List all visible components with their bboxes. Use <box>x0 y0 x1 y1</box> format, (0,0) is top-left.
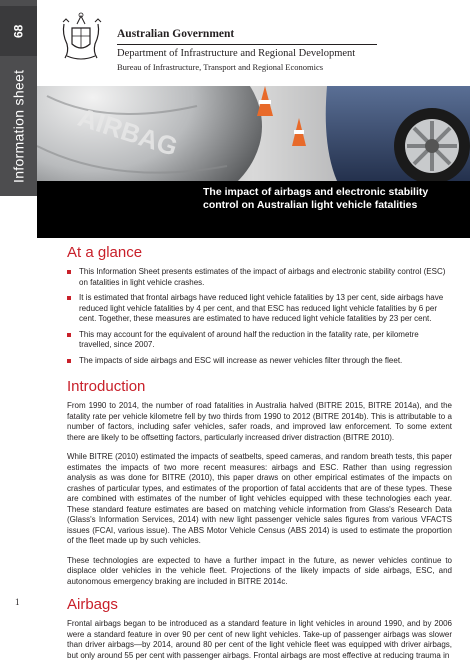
coat-of-arms-icon <box>59 10 103 64</box>
list-item: The impacts of side airbags and ESC will increase as newer vehicles filter through the fleet. <box>67 356 452 367</box>
paragraph: While BITRE (2010) estimated the impacts of seatbelts, speed cameras, and random breath tests, this paper estimates the impacts of two more recent measures: airbags and ESC. Rather than using regression analysis as was done for BITRE (2010), this paper draws on other empirical estimates of the impacts on crashes of particular types, and estimates of the proportion of fatal accidents that are of these types. These are combined with estimates of the number of light vehicles equipped with these technologies each year. These standard feature estimates are based on matching vehicle information from Glass's Research Data (Glass's Information Services, 2014) with new light passenger vehicle sales figures from various VFACTS issues (FCAI, various issue). The ABS Motor Vehicle Census (ABS 2014) is used to estimate the proportion of the fleet made up by such vehicles. <box>67 452 452 545</box>
section-heading-introduction: Introduction <box>67 378 146 395</box>
paragraph: These technologies are expected to have a further impact in the future, as newer vehicles continue to displace older vehicles in the vehicle fleet. Projections of the likely impacts of side airbags, ESC, and autonomous emergency braking are included in BITRE 2014c. <box>67 555 452 586</box>
paragraph: From 1990 to 2014, the number of road fatalities in Australia halved (BITRE 2015, BITRE 2014a), and the fatality rate per vehicle kilometre fell by two thirds from 1990 to 2012 (BITRE 2014b). This is attributable to a number of factors, including safer vehicles, safer roads, and improved law enforcement. To some extent there are likely to be offsetting factors, particularly increased driver distraction (BITRE 2010). <box>67 401 452 442</box>
list-item: It is estimated that frontal airbags have reduced light vehicle fatalities by 13 per cent, side airbags have reduced light vehicle fatalities by 4 per cent, and that ESC has reduced light vehicle fatalities by 6 per cent. Together, these measures are estimated to have reduced light vehicle fatalities by 23 per cent. <box>67 293 452 325</box>
document-title: The impact of airbags and electronic stability control on Australian light vehicle fatalities <box>203 186 429 211</box>
glance-bullets <box>67 267 452 366</box>
header-divider <box>117 44 377 45</box>
list-item: This may account for the equivalent of around half the reduction in the fatality rate, per kilometre travelled, since 2007. <box>67 330 452 351</box>
government-name: Australian Government <box>117 28 235 40</box>
airbag-embossed-text: AIRBAG <box>74 101 182 162</box>
bureau-name: Bureau of Infrastructure, Transport and Regional Economics <box>117 62 324 72</box>
page-number: 1 <box>15 597 20 607</box>
sidebar <box>0 0 37 665</box>
paragraph: Frontal airbags began to be introduced as a standard feature in light vehicles in around 1990, and by 2006 were a standard feature in over 90 per cent of new light vehicles. Take-up of passenger airbags was slower than driver airbags—by 2014, around 80 per cent of the light vehicle fleet was equipped with driver airbags, but only around 55 per cent with passenger airbags. Frontal airbags are most effective at reducing trauma in <box>67 619 452 660</box>
sheet-label: Information sheet <box>10 69 27 183</box>
document-header <box>37 0 470 86</box>
sheet-number: 68 <box>0 6 37 56</box>
section-heading-airbags: Airbags <box>67 596 118 613</box>
section-heading-at-a-glance: At a glance <box>67 244 143 261</box>
main-content <box>67 244 452 665</box>
department-name: Department of Infrastructure and Regional Development <box>117 48 356 59</box>
list-item: This Information Sheet presents estimates of the impact of airbags and electronic stability control (ESC) on fatalities in light vehicle crashes. <box>67 267 452 288</box>
